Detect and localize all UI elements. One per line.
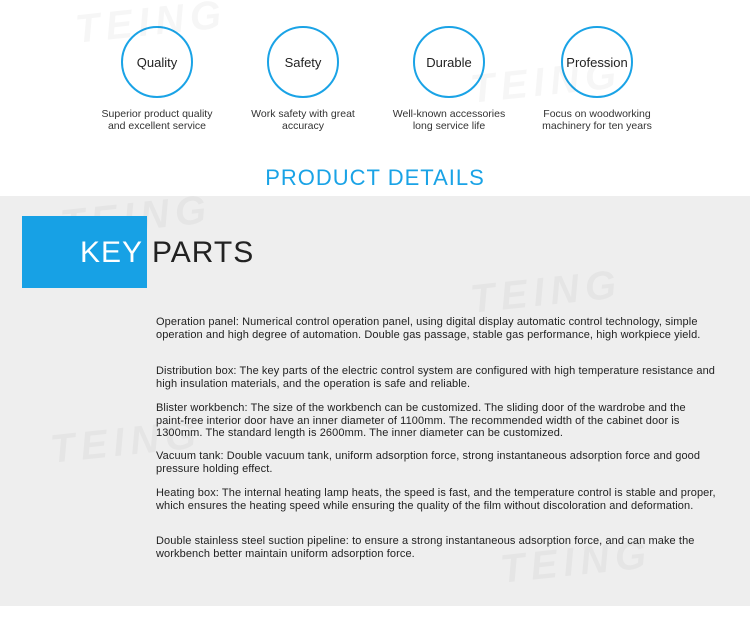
key-parts-heading-parts: PARTS [152,236,255,269]
feature-safety-badge: Safety [267,26,339,98]
feature-quality-badge: Quality [121,26,193,98]
feature-durable-desc: Well-known accessories long service life [392,108,506,132]
feature-quality-desc: Superior product quality and excellent service [101,108,213,132]
feature-durable-badge: Durable [413,26,485,98]
part-suction-pipeline: Double stainless steel suction pipeline: to ensure a strong instantaneous adsorption force, and can make the workbench better maintain uniform adsorption force. [156,535,695,560]
feature-profession-desc: Focus on woodworking machinery for ten years [542,108,652,132]
feature-durable [374,26,524,132]
key-parts-heading-key: KEY [80,236,144,269]
section-title: PRODUCT DETAILS [265,165,485,190]
part-distribution-box: Distribution box: The key parts of the electric control system are configured with high temperature resistance and high insulation materials, and the operation is safe and reliable. [156,365,716,390]
part-heating-box: Heating box: The internal heating lamp heats, the speed is fast, and the temperature control is stable and proper, which ensures the heating speed while ensuring the quality of the film without discoloration and deformation. [156,487,716,512]
feature-safety-desc: Work safety with great accuracy [251,108,355,132]
part-vacuum-tank: Vacuum tank: Double vacuum tank, uniform adsorption force, strong instantaneous adsorption force and good pressure holding effect. [156,450,701,475]
feature-profession-badge: Profession [561,26,633,98]
part-blister-workbench: Blister workbench: The size of the workbench can be customized. The sliding door of the wardrobe and the paint-free interior door have an inner diameter of 1100mm. The recommended width of the cabinet door is 1300mm. The standard length is 2600mm. The inner diameter can be customized. [156,402,686,439]
feature-profession [522,26,672,132]
feature-quality [82,26,232,132]
part-operation-panel: Operation panel: Numerical control operation panel, using digital display automatic control technology, simple operation and high degree of automation. Double gas passage, stable gas performance, high workpiece yield. [156,316,701,341]
feature-safety [228,26,378,132]
